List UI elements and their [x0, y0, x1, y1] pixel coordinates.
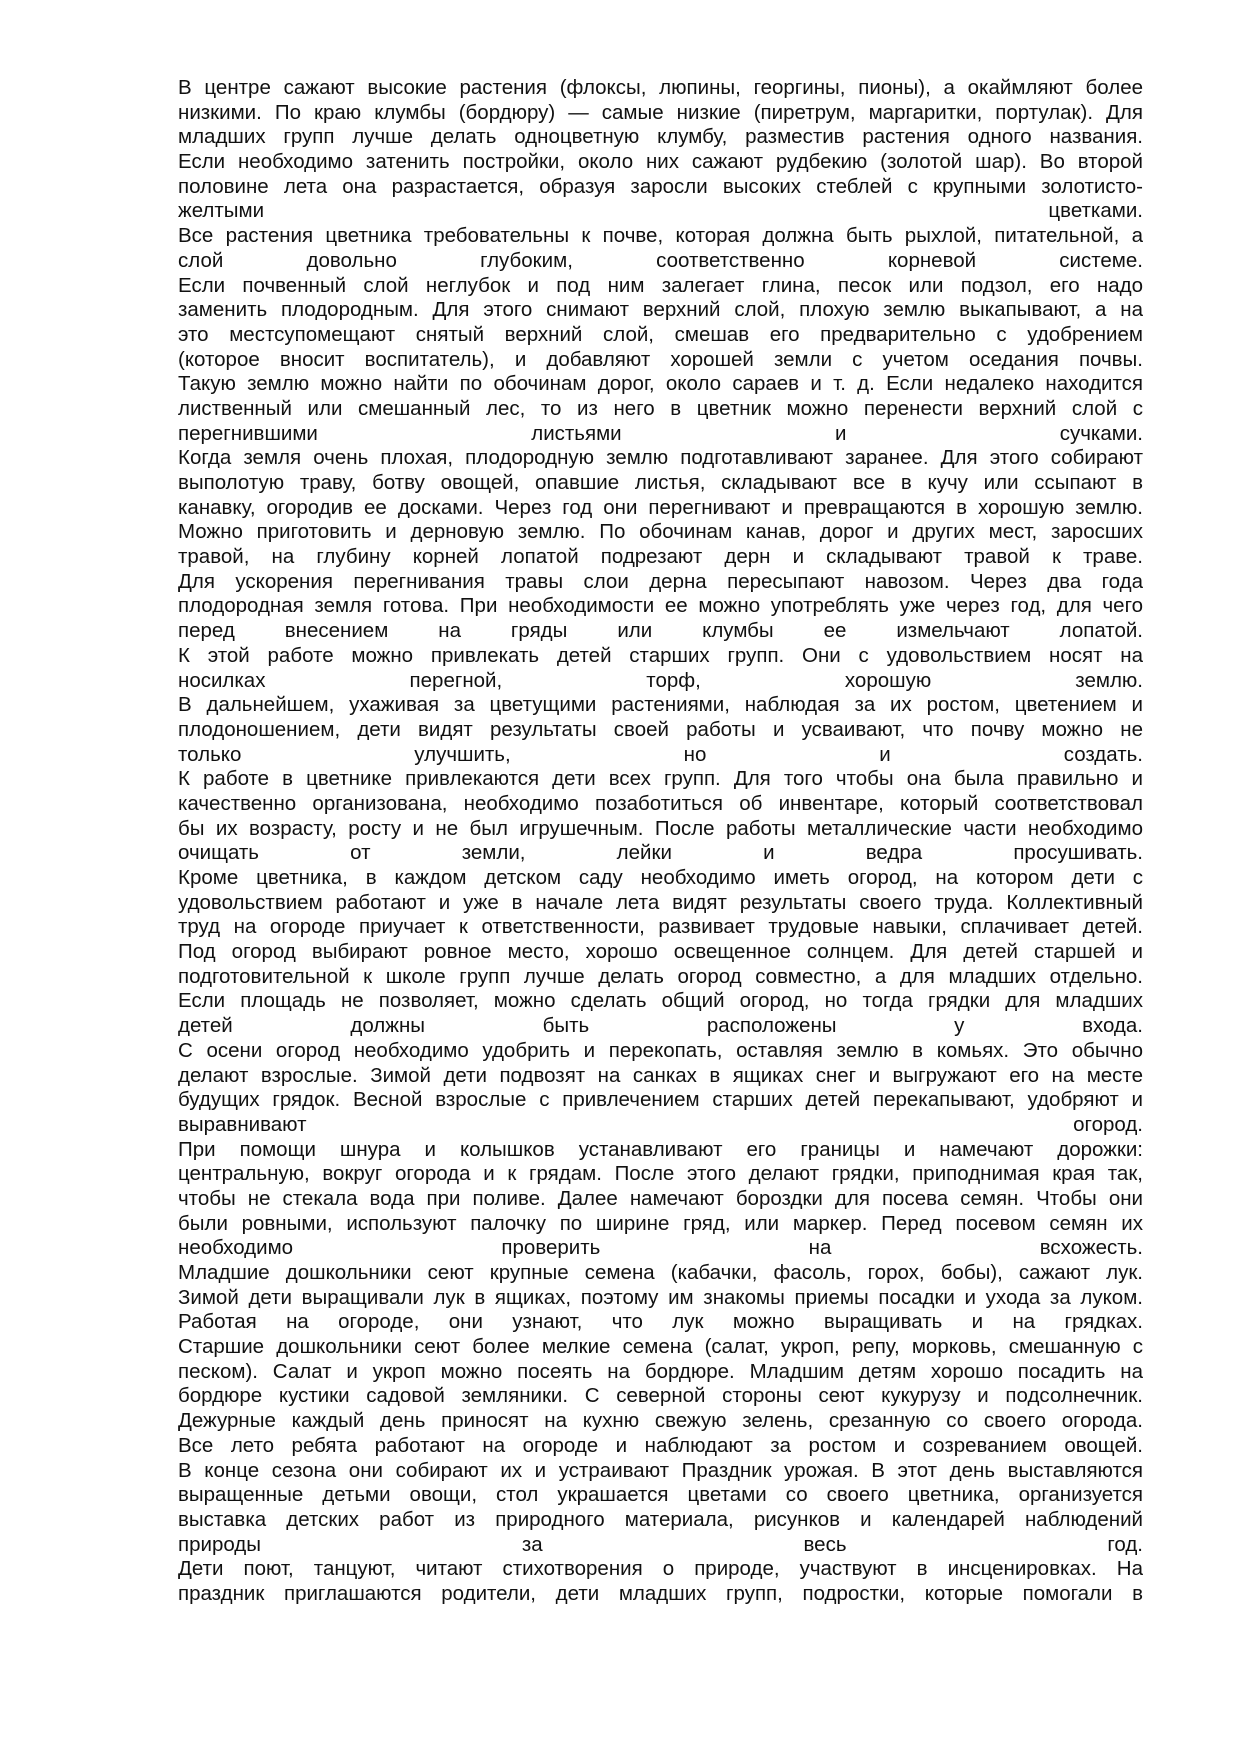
text-line: Младшие дошкольники сеют крупные семена (кабачки, фасоль, горох, бобы), сажают лук.: [178, 1261, 1143, 1284]
text-line: выполотую траву, ботву овощей, опавшие листья, складывают все в кучу или ссыпают в: [178, 471, 1143, 494]
document-body: [178, 76, 1143, 1631]
text-line: заменить плодородным. Для этого снимают верхний слой, плохую землю выкапывают, а на: [178, 298, 1143, 322]
text-line: Все растения цветника требовательны к почве, которая должна быть рыхлой, питательной, а: [178, 224, 1143, 248]
text-line: Если почвенный слой неглубок и под ним залегает глина, песок или подзол, его надо: [178, 273, 1143, 297]
text-line: выращенные детьми овощи, стол украшается цветами со своего цветника, организуется: [178, 1483, 1143, 1507]
text-line: С осени огород необходимо удобрить и перекопать, оставляя землю в комьях. Это обычно: [178, 1038, 1143, 1062]
text-line: были ровными, используют палочку по ширине гряд, или маркер. Перед посевом семян их: [178, 1211, 1143, 1235]
text-line: младших групп лучше делать одноцветную клумбу, разместив растения одного названия.: [178, 125, 1143, 149]
text-line: Для ускорения перегнивания травы слои дерна пересыпают навозом. Через два года: [178, 569, 1143, 593]
text-line: труд на огороде приучает к ответственности, развивает трудовые навыки, сплачивает детей.: [178, 915, 1143, 939]
text-line: половине лета она разрастается, образуя заросли высоких стеблей с крупными золотисто-: [178, 174, 1143, 198]
text-line: выравнивают огород.: [178, 1112, 1143, 1136]
text-line: Под огород выбирают ровное место, хорошо освещенное солнцем. Для детей старшей и: [178, 940, 1143, 964]
text-line: будущих грядок. Весной взрослые с привлечением старших детей перекапывают, удобряют и: [178, 1088, 1143, 1112]
text-line: В центре сажают высокие растения (флоксы, люпины, георгины, пионы), а окаймляют более: [178, 76, 1143, 99]
text-line: канавку, огородив ее досками. Через год они перегнивают и превращаются в хорошую землю.: [178, 495, 1143, 519]
text-line: перегнившими листьями и сучками.: [178, 421, 1143, 445]
text-line: Дежурные каждый день приносят на кухню свежую зелень, срезанную со своего огорода.: [178, 1409, 1143, 1433]
text-line: Такую землю можно найти по обочинам дорог, около сараев и т. д. Если недалеко находится: [178, 372, 1143, 396]
text-line: Зимой дети выращивали лук в ящиках, поэтому им знакомы приемы посадки и ухода за луком.: [178, 1285, 1143, 1309]
text-line: детей должны быть расположены у входа.: [178, 1014, 1143, 1038]
text-line: Когда земля очень плохая, плодородную землю подготавливают заранее. Для этого собирают: [178, 446, 1143, 470]
text-line: делают взрослые. Зимой дети подвозят на санках в ящиках снег и выгружают его на месте: [178, 1063, 1143, 1087]
text-line: плодородная земля готова. При необходимости ее можно употреблять уже через год, для чего: [178, 594, 1143, 618]
text-line: (которое вносит воспитатель), и добавляют хорошей земли с учетом оседания почвы.: [178, 347, 1143, 371]
text-line: Кроме цветника, в каждом детском саду необходимо иметь огород, на котором дети с: [178, 866, 1143, 889]
text-line: центральную, вокруг огорода и к грядам. После этого делают грядки, приподнимая края так,: [178, 1162, 1143, 1186]
text-line: Дети поют, танцуют, читают стихотворения о природе, участвуют в инсценировках. На: [178, 1557, 1143, 1581]
text-line: качественно организована, необходимо позаботиться об инвентаре, который соответствовал: [178, 791, 1143, 815]
text-line: чтобы не стекала вода при поливе. Далее намечают бороздки для посева семян. Чтобы они: [178, 1186, 1143, 1210]
text-line: К этой работе можно привлекать детей старших групп. Они с удовольствием носят на: [178, 643, 1143, 667]
text-line: К работе в цветнике привлекаются дети всех групп. Для того чтобы она была правильно и: [178, 767, 1143, 791]
text-line: [178, 1607, 1143, 1632]
text-line: Если необходимо затенить постройки, около них сажают рудбекию (золотой шар). Во второй: [178, 150, 1143, 174]
text-line: травой, на глубину корней лопатой подрезают дерн и складывают травой к траве.: [178, 545, 1143, 569]
text-line: Все лето ребята работают на огороде и наблюдают за ростом и созреванием овощей.: [178, 1433, 1143, 1457]
text-line: праздник приглашаются родители, дети младших групп, подростки, которые помогали в: [178, 1581, 1143, 1605]
text-line: желтыми цветками.: [178, 199, 1143, 223]
text-line: бы их возрасту, росту и не был игрушечным. После работы металлические части необходимо: [178, 816, 1143, 840]
text-line: только улучшить, но и создать.: [178, 742, 1143, 766]
text-line: подготовительной к школе групп лучше делать огород совместно, а для младших отдельно.: [178, 964, 1143, 988]
text-line: необходимо проверить на всхожесть.: [178, 1236, 1143, 1260]
text-line: удовольствием работают и уже в начале лета видят результаты своего труда. Коллективный: [178, 890, 1143, 914]
text-line: бордюре кустики садовой земляники. С северной стороны сеют кукурузу и подсолнечник.: [178, 1384, 1143, 1408]
text-line: природы за весь год.: [178, 1532, 1143, 1556]
text-line: При помощи шнура и колышков устанавливают его границы и намечают дорожки:: [178, 1137, 1143, 1161]
text-line: плодоношением, дети видят результаты своей работы и усваивают, что почву можно не: [178, 717, 1143, 741]
text-line: перед внесением на гряды или клумбы ее измельчают лопатой.: [178, 619, 1143, 643]
text-line: Старшие дошкольники сеют более мелкие семена (салат, укроп, репу, морковь, смешанную с: [178, 1335, 1143, 1359]
text-line: низкими. По краю клумбы (бордюру) — самые низкие (пиретрум, маргаритки, портулак). Для: [178, 100, 1143, 124]
text-line: Работая на огороде, они узнают, что лук можно выращивать и на грядках.: [178, 1310, 1143, 1334]
text-line: Можно приготовить и дерновую землю. По обочинам канав, дорог и других мест, заросших: [178, 520, 1143, 544]
text-line: выставка детских работ из природного материала, рисунков и календарей наблюдений: [178, 1507, 1143, 1531]
text-line: В конце сезона они собирают их и устраивают Праздник урожая. В этот день выставляются: [178, 1458, 1143, 1482]
text-line: слой довольно глубоким, соответственно корневой системе.: [178, 248, 1143, 272]
text-line: это местсупомещают снятый верхний слой, смешав его предварительно с удобрением: [178, 322, 1143, 346]
text-line: лиственный или смешанный лес, то из него в цветник можно перенести верхний слой с: [178, 396, 1143, 420]
text-line: очищать от земли, лейки и ведра просушивать.: [178, 841, 1143, 865]
text-line: Если площадь не позволяет, можно сделать общий огород, но тогда грядки для младших: [178, 989, 1143, 1013]
text-line: носилках перегной, торф, хорошую землю.: [178, 668, 1143, 692]
text-line: В дальнейшем, ухаживая за цветущими растениями, наблюдая за их ростом, цветением и: [178, 693, 1143, 717]
text-line: песком). Салат и укроп можно посеять на бордюре. Младшим детям хорошо посадить на: [178, 1359, 1143, 1383]
